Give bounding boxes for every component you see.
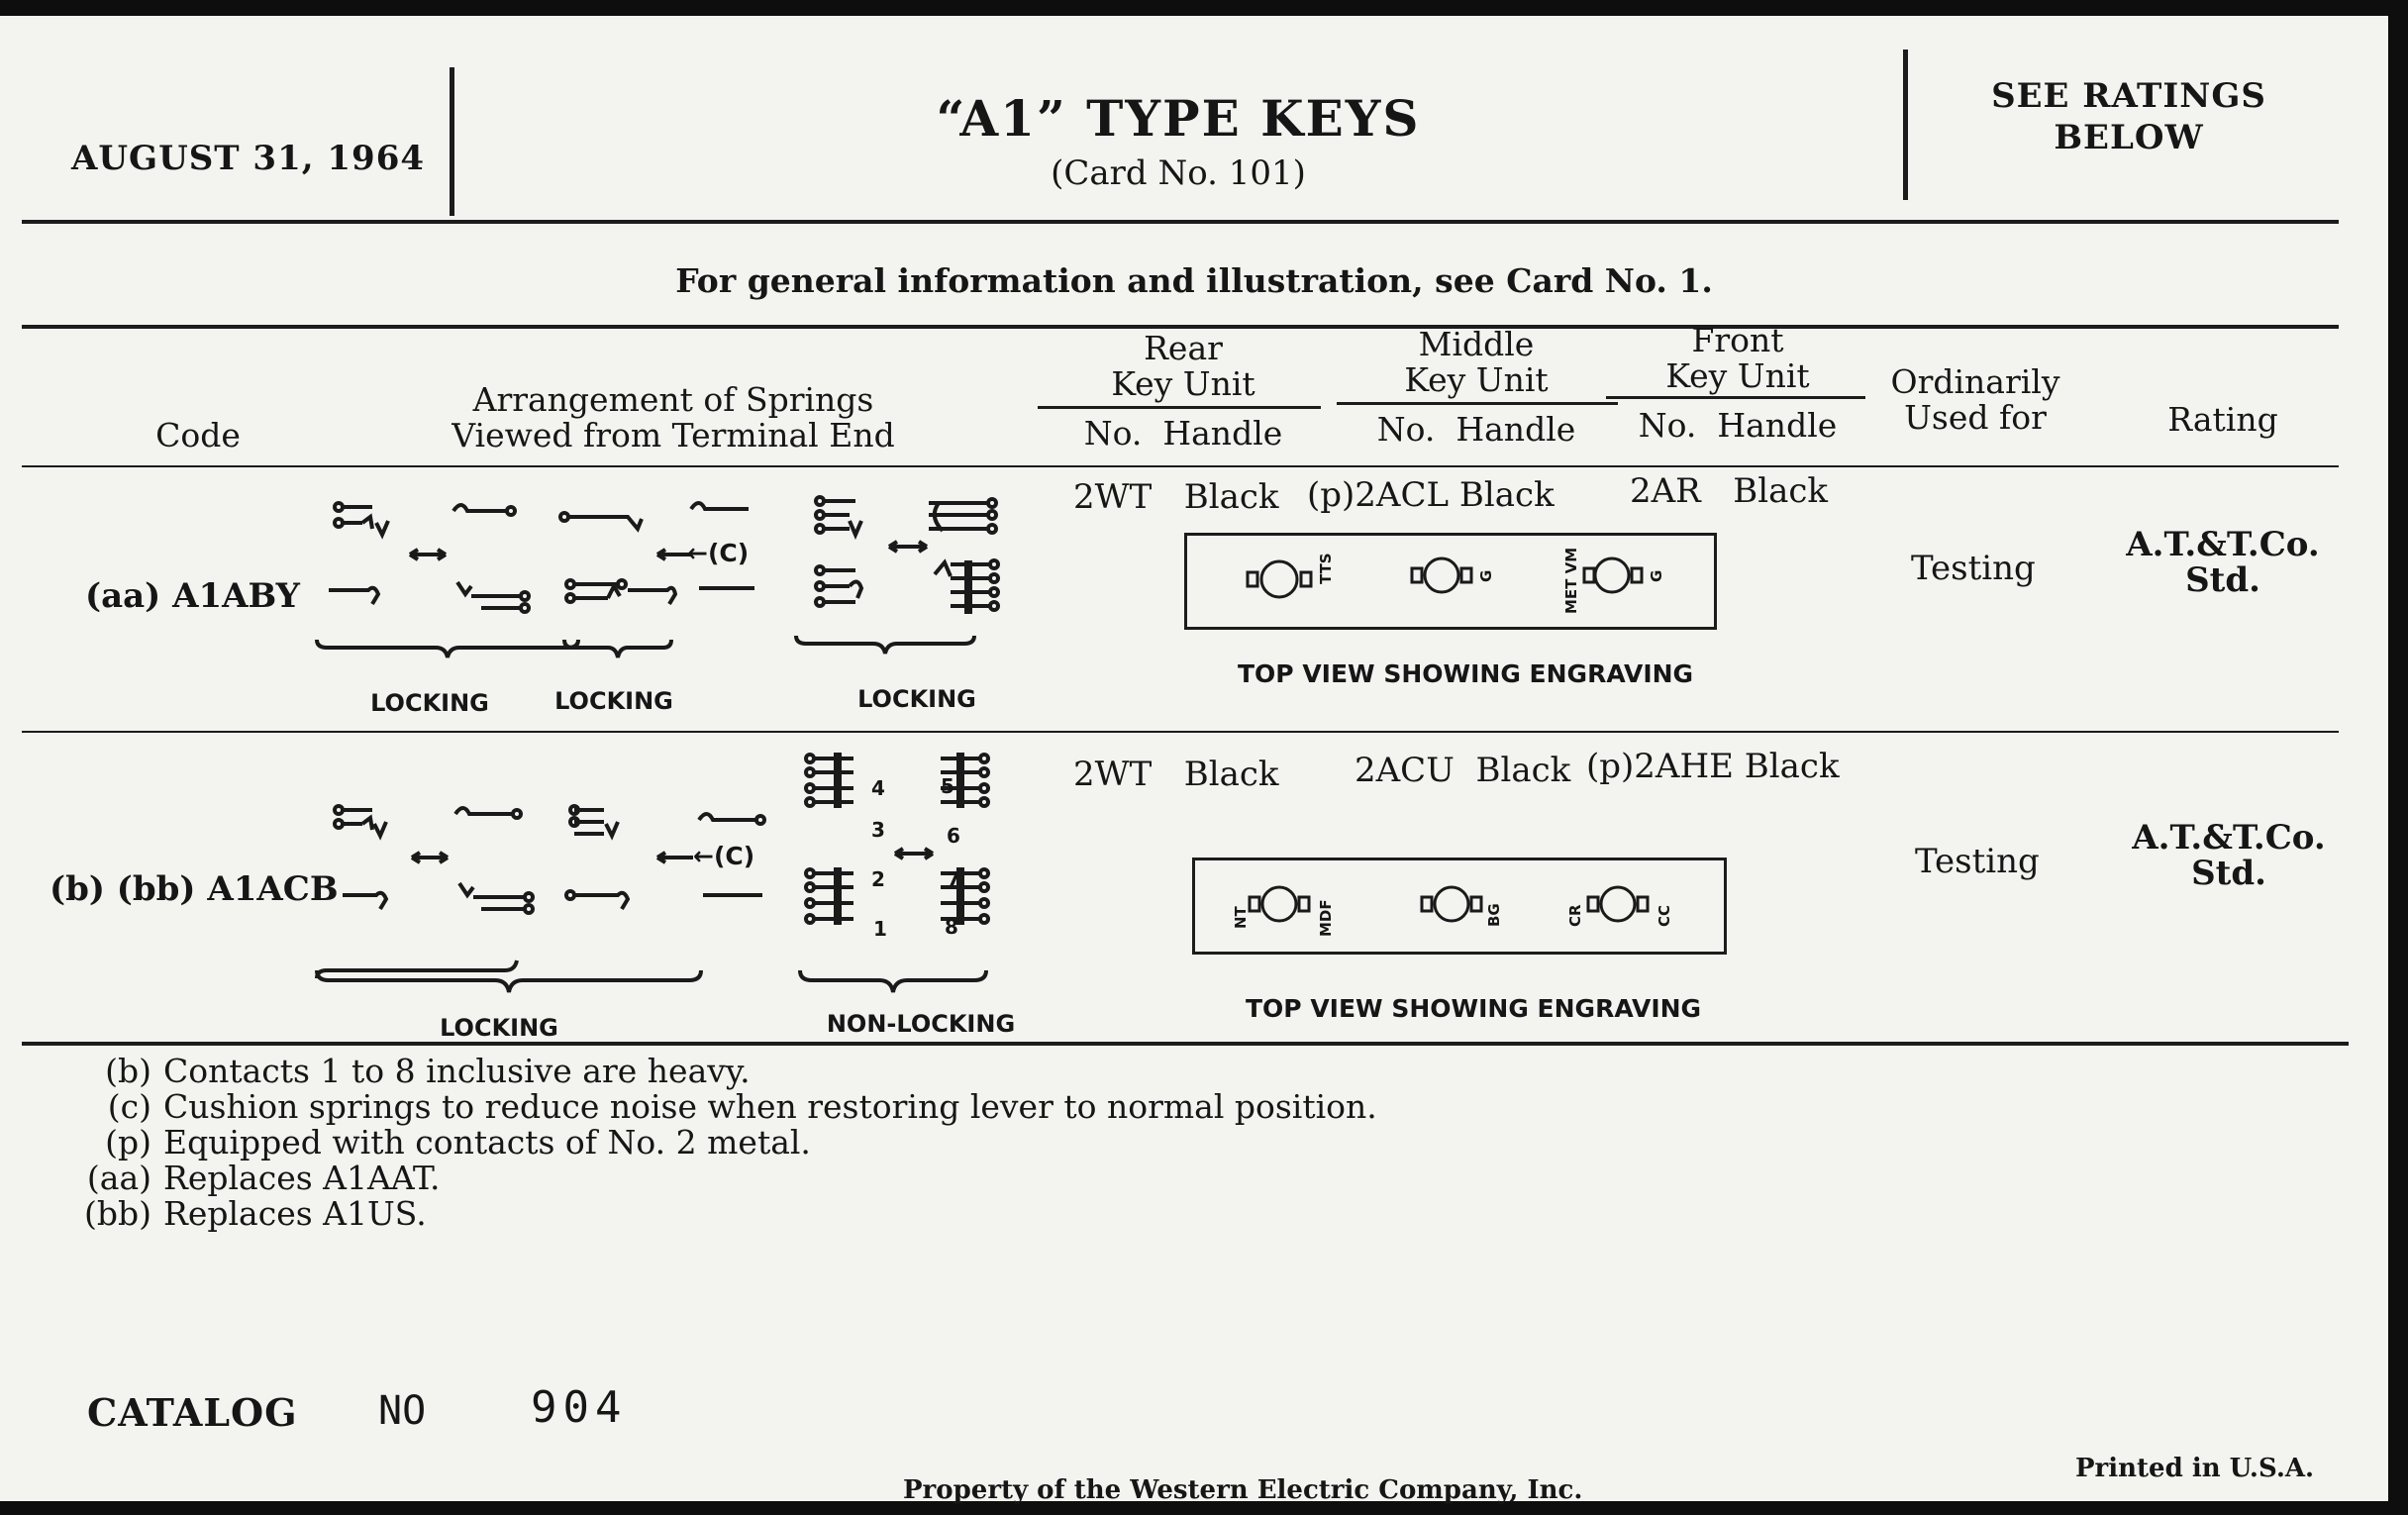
row1-front: 2AR Black xyxy=(1630,471,1829,511)
middle-subheads: No. Handle xyxy=(1376,410,1576,449)
row1-engraving-metvm: MET VM xyxy=(1562,547,1580,614)
row1-engraving-g2: G xyxy=(1648,569,1665,582)
contact-no-7: 7 xyxy=(947,867,960,891)
contact-no-1: 1 xyxy=(873,917,887,941)
row2-code: (b) (bb) A1ACB xyxy=(50,869,339,909)
col-ordinarily-used: Ordinarily Used for xyxy=(1890,362,2060,437)
card-date: AUGUST 31, 1964 xyxy=(71,139,426,178)
row2-engraving-bg: BG xyxy=(1485,903,1503,927)
row2-braces xyxy=(315,964,1028,1004)
footnote-bb: (bb) Replaces A1US. xyxy=(84,1194,427,1233)
card-title: “A1” TYPE KEYS xyxy=(936,89,1421,148)
front-subheads: No. Handle xyxy=(1638,406,1838,445)
row2-engraving-mdf: MDF xyxy=(1317,899,1335,937)
row1-code: (aa) A1ABY xyxy=(85,576,300,616)
header-divider-left xyxy=(450,67,454,216)
row2-middle: 2ACU Black xyxy=(1354,751,1571,790)
row2-knobs xyxy=(1192,858,1727,955)
contact-no-6: 6 xyxy=(947,824,960,848)
catalog-label: CATALOG xyxy=(87,1390,298,1435)
contact-no-3: 3 xyxy=(871,818,885,842)
row1-locking-label-3: LOCKING xyxy=(857,685,976,713)
row1-engraving-tts: TTS xyxy=(1317,553,1335,584)
col-code: Code xyxy=(155,416,241,454)
front-underline xyxy=(1606,396,1865,399)
catalog-number: 904 xyxy=(531,1382,628,1433)
middle-underline xyxy=(1337,402,1618,405)
row1-engraving-g1: G xyxy=(1477,569,1495,582)
row2-top-view-caption: TOP VIEW SHOWING ENGRAVING xyxy=(1246,994,1702,1023)
row2-spring-diagram xyxy=(315,745,1028,982)
header-divider-right xyxy=(1903,50,1908,200)
footnote-aa: (aa) Replaces A1AAT. xyxy=(86,1159,441,1197)
row1-cushion-label: ←(C) xyxy=(687,539,750,567)
row1-knobs xyxy=(1184,533,1717,630)
table-bottom-rule xyxy=(22,1042,2349,1046)
row2-engraving-cr: CR xyxy=(1566,904,1584,927)
col-rating: Rating xyxy=(2167,400,2278,439)
row1-spring-diagram xyxy=(315,495,1028,663)
footnote-p: (p) Equipped with contacts of No. 2 metal. xyxy=(105,1123,811,1162)
contact-no-5: 5 xyxy=(941,774,954,798)
row1-rating: A.T.&T.Co. Std. xyxy=(2126,525,2320,600)
row2-used-for: Testing xyxy=(1915,842,2040,881)
footnote-b: (b) Contacts 1 to 8 inclusive are heavy. xyxy=(105,1052,751,1090)
property-note: Property of the Western Electric Company, Inc. xyxy=(903,1475,1583,1505)
row1-rear: 2WT Black xyxy=(1073,477,1279,517)
row2-engraving-nt: NT xyxy=(1232,906,1250,929)
row1-middle: (p)2ACL Black xyxy=(1307,475,1555,515)
row-separator xyxy=(22,731,2339,733)
contact-no-4: 4 xyxy=(871,776,885,800)
row2-rear: 2WT Black xyxy=(1073,755,1279,794)
row2-engraving-cc: CC xyxy=(1656,904,1673,927)
general-info-note: For general information and illustration, see Card No. 1. xyxy=(675,261,1713,300)
row2-locking-label: LOCKING xyxy=(440,1014,558,1042)
header-rule xyxy=(22,220,2339,224)
catalog-card xyxy=(0,16,2388,1505)
row1-locking-label-2: LOCKING xyxy=(554,687,673,715)
row1-top-view-caption: TOP VIEW SHOWING ENGRAVING xyxy=(1238,659,1694,688)
contact-no-2: 2 xyxy=(871,867,885,891)
card-number: (Card No. 101) xyxy=(1051,153,1306,193)
printed-note: Printed in U.S.A. xyxy=(2075,1454,2315,1483)
col-front-key-unit: Front Key Unit xyxy=(1665,321,1810,395)
row1-locking-label-1: LOCKING xyxy=(370,689,489,717)
rear-underline xyxy=(1038,406,1321,409)
catalog-no-label: NO xyxy=(378,1388,427,1434)
contact-no-8: 8 xyxy=(945,915,958,939)
col-rear-key-unit: Rear Key Unit xyxy=(1111,329,1255,403)
row2-rating: A.T.&T.Co. Std. xyxy=(2132,818,2326,893)
col-arrangement: Arrangement of Springs Viewed from Terminal End xyxy=(452,380,895,454)
row1-used-for: Testing xyxy=(1911,549,2036,588)
see-ratings-note: SEE RATINGS BELOW xyxy=(1991,76,2266,157)
row2-cushion-label: ←(C) xyxy=(693,842,755,870)
footnote-c: (c) Cushion springs to reduce noise when restoring lever to normal position. xyxy=(107,1087,1377,1126)
row2-front: (p)2AHE Black xyxy=(1586,747,1840,786)
rear-subheads: No. Handle xyxy=(1083,414,1283,453)
col-middle-key-unit: Middle Key Unit xyxy=(1404,325,1549,399)
header-title-block xyxy=(455,89,1901,193)
header-bottom-rule xyxy=(22,465,2339,467)
row2-non-locking-label: NON-LOCKING xyxy=(826,1010,1016,1038)
